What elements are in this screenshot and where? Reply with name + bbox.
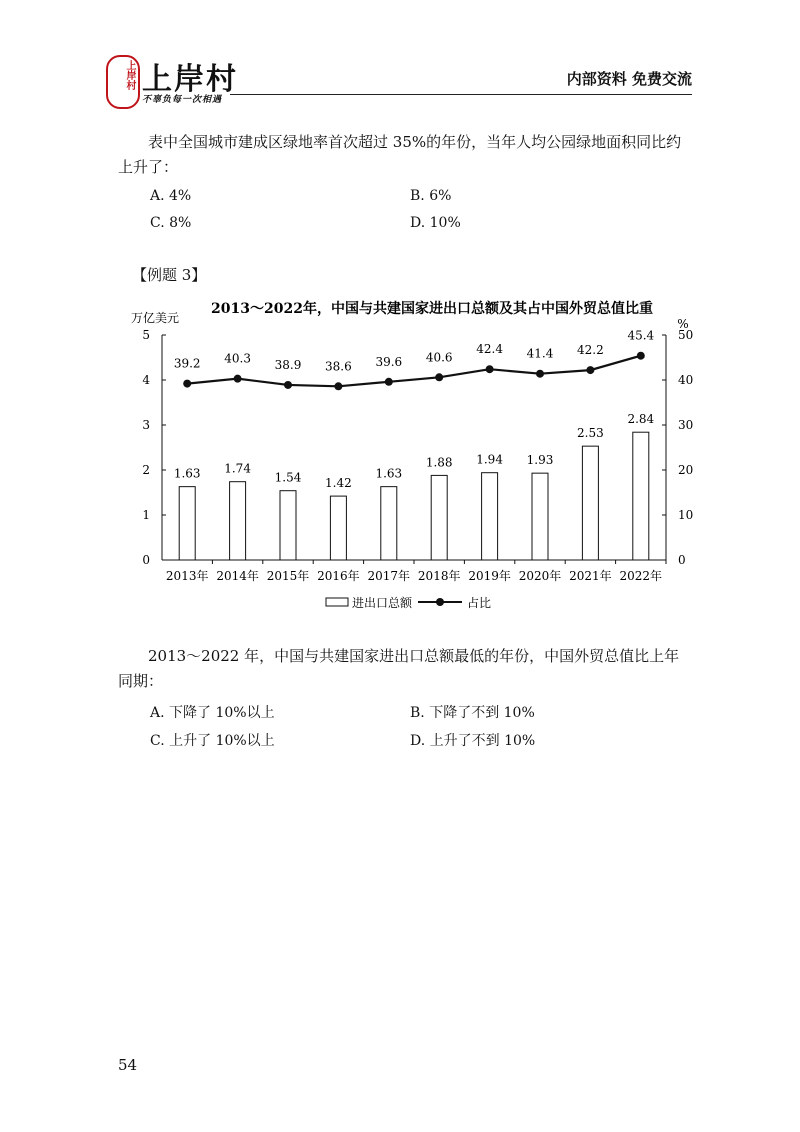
x-tick-label: 2015年 bbox=[266, 569, 310, 583]
bar-value-label: 2.53 bbox=[577, 426, 604, 441]
share-value-label: 42.2 bbox=[577, 343, 604, 358]
logo-slogan: 不辜负每一次相遇 bbox=[142, 95, 223, 105]
bar-value-label: 1.74 bbox=[224, 461, 251, 476]
bar bbox=[381, 487, 397, 560]
y-axis-right-label: % bbox=[677, 317, 689, 331]
q2-option-a: A. 下降了 10%以上 bbox=[150, 705, 275, 721]
legend-line-label: 占比 bbox=[467, 596, 492, 610]
q1-option-c: C. 8% bbox=[150, 215, 192, 231]
logo-name: 上岸村 bbox=[142, 62, 238, 97]
y-tick-label-left: 0 bbox=[142, 553, 150, 567]
y-tick-label-right: 10 bbox=[678, 508, 694, 522]
bar-value-label: 1.63 bbox=[375, 466, 403, 481]
share-point bbox=[385, 378, 393, 386]
bar bbox=[582, 446, 598, 560]
x-tick-label: 2014年 bbox=[216, 569, 259, 583]
question-1-stem: 表中全国城市建成区绿地率首次超过 35%的年份，当年人均公园绿地面积同比约上升了： bbox=[118, 133, 682, 176]
chart-title: 2013～2022年，中国与共建国家进出口总额及其占中国外贸总值比重 bbox=[211, 301, 653, 317]
y-tick-label-right: 0 bbox=[678, 553, 686, 567]
bar bbox=[179, 487, 195, 560]
q1-option-b: B. 6% bbox=[410, 188, 452, 204]
y-tick-label-left: 2 bbox=[142, 463, 150, 477]
example-label: 【例题 3】 bbox=[132, 266, 207, 284]
share-point bbox=[183, 380, 191, 388]
y-tick-label-left: 1 bbox=[142, 508, 150, 522]
bar-value-label: 1.93 bbox=[526, 453, 554, 468]
q2-option-d: D. 上升了不到 10% bbox=[410, 733, 536, 749]
bar bbox=[633, 432, 649, 560]
bar bbox=[482, 473, 498, 560]
x-tick-label: 2018年 bbox=[417, 569, 461, 583]
share-value-label: 42.4 bbox=[476, 342, 503, 357]
share-line bbox=[187, 356, 641, 387]
y-tick-label-right: 30 bbox=[678, 418, 694, 432]
legend-bar-label: 进出口总额 bbox=[352, 596, 413, 610]
x-tick-label: 2020年 bbox=[518, 569, 562, 583]
share-point bbox=[234, 375, 242, 383]
x-tick-label: 2017年 bbox=[367, 569, 411, 583]
y-tick-label-left: 3 bbox=[142, 418, 150, 432]
share-point bbox=[586, 366, 594, 374]
share-point bbox=[536, 370, 544, 378]
share-value-label: 38.6 bbox=[325, 359, 352, 374]
q1-option-a: A. 4% bbox=[150, 188, 192, 204]
y-tick-label-right: 20 bbox=[678, 463, 694, 477]
y-tick-label-right: 50 bbox=[678, 328, 694, 342]
bar bbox=[431, 475, 447, 560]
q2-option-b: B. 下降了不到 10% bbox=[410, 705, 535, 721]
x-tick-label: 2019年 bbox=[468, 569, 511, 583]
share-value-label: 39.2 bbox=[173, 356, 201, 371]
y-tick-label-left: 5 bbox=[142, 328, 150, 342]
share-point bbox=[486, 365, 494, 373]
logo-seal-text: 上岸村 bbox=[124, 60, 135, 90]
bar-value-label: 1.88 bbox=[425, 455, 453, 470]
share-point bbox=[435, 373, 443, 381]
share-value-label: 41.4 bbox=[526, 346, 554, 361]
share-value-label: 38.9 bbox=[274, 357, 302, 372]
y-axis-left-label: 万亿美元 bbox=[130, 311, 180, 325]
bar bbox=[280, 491, 296, 560]
header-divider bbox=[230, 94, 692, 95]
y-tick-label-left: 4 bbox=[142, 373, 150, 387]
x-tick-label: 2021年 bbox=[569, 569, 612, 583]
bar-value-label: 1.54 bbox=[274, 470, 302, 485]
page-number: 54 bbox=[118, 1056, 138, 1074]
bar bbox=[532, 473, 548, 560]
share-point bbox=[334, 382, 342, 390]
q1-option-d: D. 10% bbox=[410, 215, 461, 231]
question-2-stem: 2013～2022 年，中国与共建国家进出口总额最低的年份，中国外贸总值比上年同期： bbox=[118, 647, 680, 690]
share-value-label: 39.6 bbox=[375, 354, 403, 369]
x-tick-label: 2016年 bbox=[317, 569, 360, 583]
logo-seal bbox=[106, 55, 140, 109]
bar bbox=[230, 482, 246, 560]
bar-value-label: 2.84 bbox=[627, 412, 655, 427]
share-value-label: 45.4 bbox=[627, 328, 655, 343]
header-note: 内部资料 免费交流 bbox=[566, 70, 692, 88]
q2-option-c: C. 上升了 10%以上 bbox=[150, 733, 275, 749]
bar-value-label: 1.63 bbox=[173, 466, 201, 481]
bar-value-label: 1.42 bbox=[325, 476, 352, 491]
share-point bbox=[637, 352, 645, 360]
legend-bar-swatch bbox=[326, 598, 348, 606]
x-tick-label: 2022年 bbox=[619, 569, 663, 583]
bar bbox=[330, 496, 346, 560]
legend-line-marker bbox=[436, 598, 444, 606]
y-tick-label-right: 40 bbox=[678, 373, 694, 387]
bar-value-label: 1.94 bbox=[476, 452, 503, 467]
combo-chart bbox=[100, 285, 710, 620]
x-tick-label: 2013年 bbox=[165, 569, 209, 583]
share-value-label: 40.3 bbox=[224, 351, 251, 366]
share-value-label: 40.6 bbox=[425, 350, 453, 365]
share-point bbox=[284, 381, 292, 389]
